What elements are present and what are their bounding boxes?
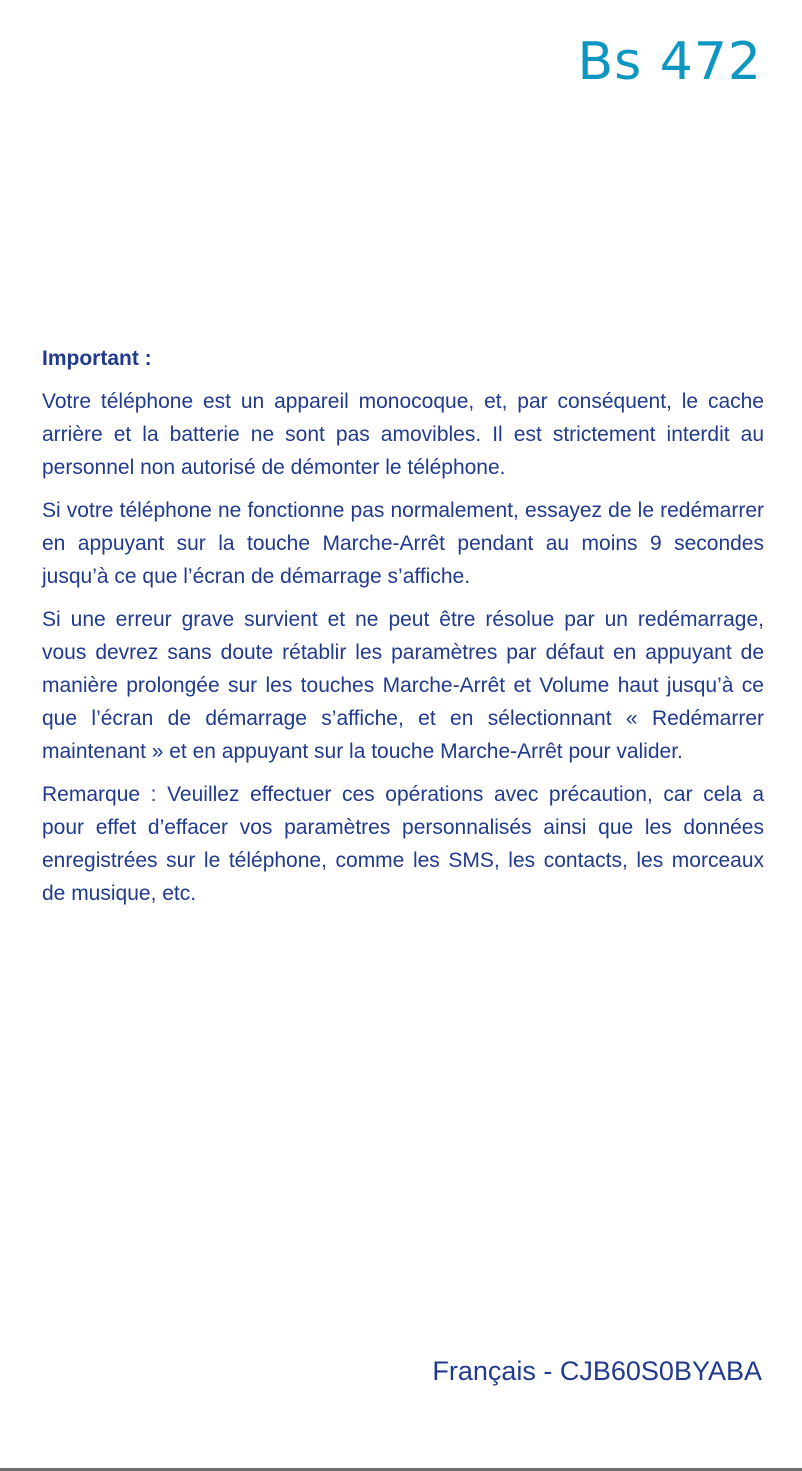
language-code-footer: Français - CJB60S0BYABA: [432, 1356, 762, 1386]
notice-paragraph-unibody: Votre téléphone est un appareil monocoque, et, par conséquent, le cache arrière et la batterie ne sont pas amovibles. Il est strictement interdit au personnel non autorisé de démonter le téléphone.: [42, 390, 764, 479]
notice-paragraph-reset: Si une erreur grave survient et ne peut être résolue par un redémarrage, vous devrez sans doute rétablir les paramètres par défaut en appuyant de manière prolongée sur les touches Marche-Arrêt et Volume haut jusqu’à ce que l’écran de démarrage s’affiche, et en sélectionnant « Redémarrer maintenant » et en appuyant sur la touche Marche-Arrêt pour valider.: [42, 608, 764, 763]
important-notice: [42, 342, 764, 920]
model-title: Bs 472: [577, 32, 762, 92]
notice-heading: Important :: [42, 347, 152, 370]
notice-paragraph-restart: Si votre téléphone ne fonctionne pas normalement, essayez de le redémarrer en appuyant sur la touche Marche-Arrêt pendant au moins 9 secondes jusqu’à ce que l’écran de démarrage s’affiche.: [42, 499, 764, 588]
notice-paragraph-remark: Remarque : Veuillez effectuer ces opérations avec précaution, car cela a pour effet d’effacer vos paramètres personnalisés ainsi que les données enregistrées sur le téléphone, comme les SMS, les contacts, les morceaux de musique, etc.: [42, 783, 764, 905]
